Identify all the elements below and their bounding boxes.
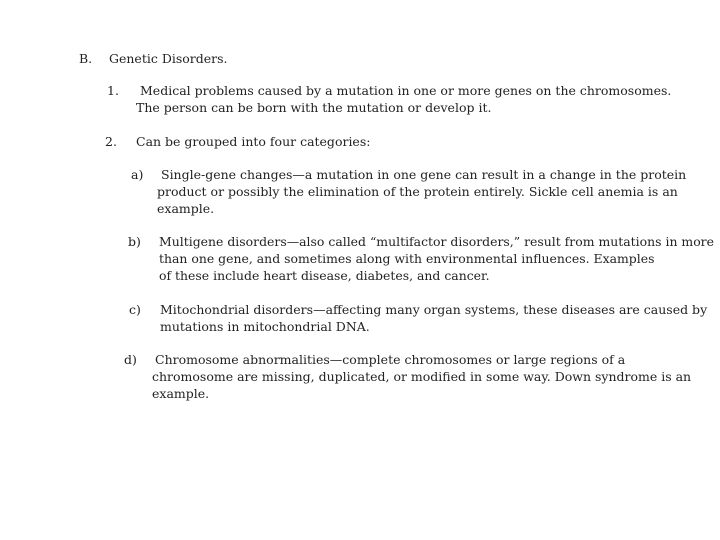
- subitem-marker: c): [129, 302, 141, 317]
- subitem-marker: d): [124, 352, 137, 367]
- section-title: Genetic Disorders.: [109, 51, 228, 66]
- item-marker: 1.: [107, 83, 119, 98]
- item-text-line: Can be grouped into four categories:: [136, 134, 371, 149]
- subitem-text-line: chromosome are missing, duplicated, or modified in some way. Down syndrome is an: [152, 369, 692, 384]
- item-text: [136, 82, 671, 116]
- subitem-marker: b): [128, 234, 141, 249]
- subitem-text-line: product or possibly the elimination of the protein entirely. Sickle cell anemia is an: [157, 184, 678, 199]
- subitem-text-line: example.: [157, 201, 215, 216]
- section-label: B.: [79, 51, 93, 66]
- subitem-text-line: mutations in mitochondrial DNA.: [160, 319, 370, 334]
- subitem-text-line: Mitochondrial disorders—affecting many organ systems, these diseases are caused by: [160, 302, 708, 317]
- subitem-text-line: than one gene, and sometimes along with environmental influences. Examples: [159, 251, 655, 266]
- subitem-text: [152, 351, 691, 402]
- subitem-text-line: example.: [152, 386, 210, 401]
- subitem-marker: a): [131, 167, 144, 182]
- subitem-text: [160, 301, 707, 335]
- item-text: [136, 133, 370, 150]
- item-text-line: Medical problems caused by a mutation in one or more genes on the chromosomes.: [140, 83, 672, 98]
- subitem-text: [157, 166, 686, 217]
- item-marker: 2.: [105, 134, 117, 149]
- item-text-line: The person can be born with the mutation or develop it.: [136, 100, 492, 115]
- subitem-text-line: of these include heart disease, diabetes, and cancer.: [159, 268, 490, 283]
- subitem-text-line: Multigene disorders—also called “multifactor disorders,” result from mutations in more: [159, 234, 714, 249]
- subitem-text-line: Chromosome abnormalities—complete chromosomes or large regions of a: [155, 352, 626, 367]
- subitem-text: [159, 233, 714, 284]
- subitem-text-line: Single-gene changes—a mutation in one gene can result in a change in the protein: [161, 167, 687, 182]
